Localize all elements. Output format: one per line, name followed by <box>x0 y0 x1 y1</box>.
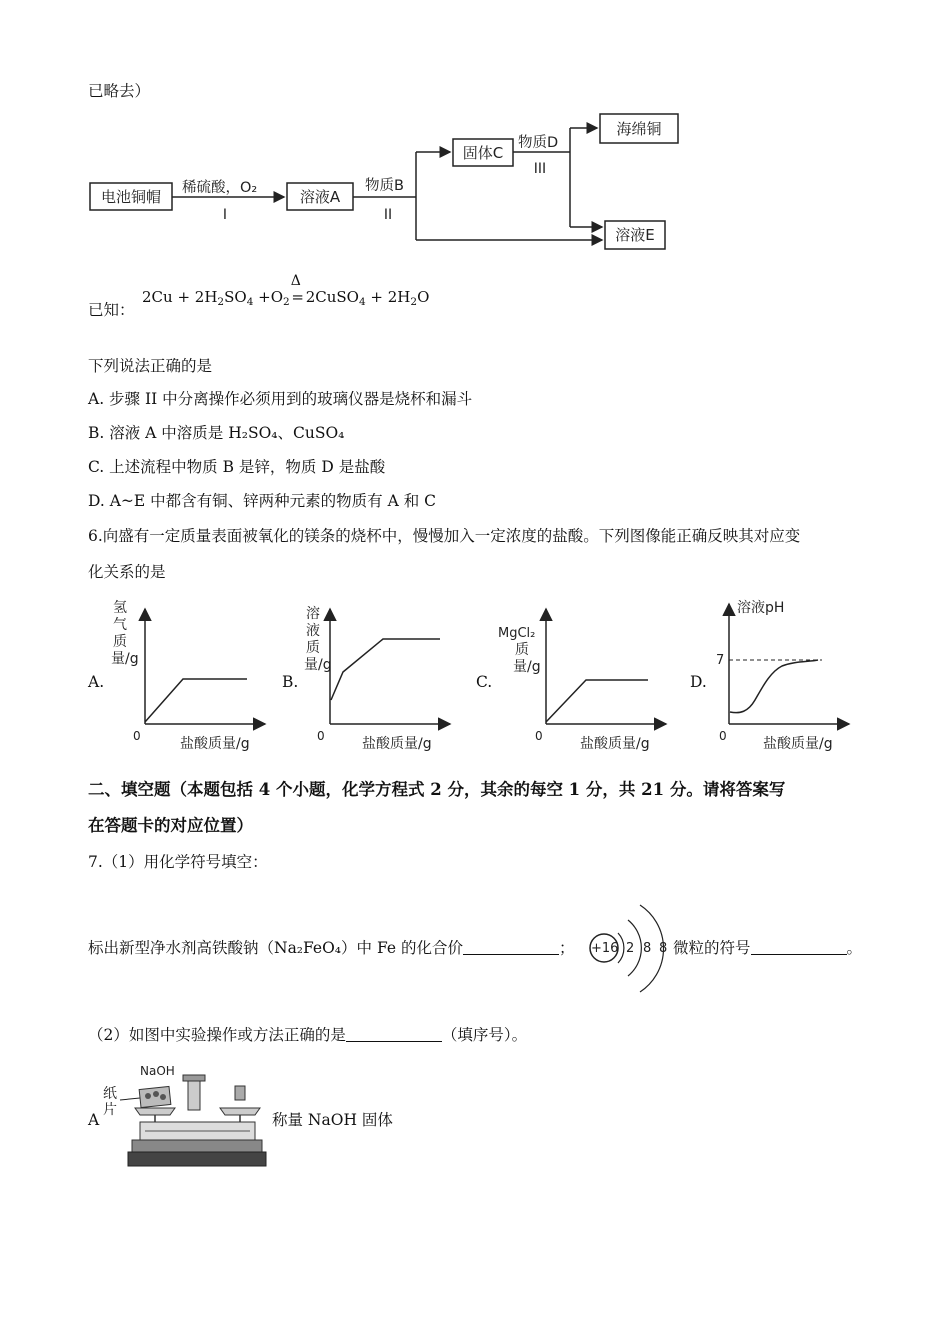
q7-sentence-b: 微粒的符号 <box>673 939 751 957</box>
graph-a-letter[interactable]: A. <box>88 673 105 691</box>
solution-a-label: 溶液A <box>299 188 341 206</box>
section2-heading-line2: 在答题卡的对应位置） <box>88 816 253 835</box>
ion-shell-2: 8 <box>643 941 652 956</box>
q5-option-b[interactable]: B. 溶液 A 中溶质是 H₂SO₄、CuSO₄ <box>88 424 345 442</box>
graph-d-tick-7: 7 <box>716 653 725 668</box>
graph-b-origin: 0 <box>317 729 325 743</box>
graph-b-letter[interactable]: B. <box>282 673 299 691</box>
graph-c-letter[interactable]: C. <box>476 673 493 691</box>
arrow1-step: I <box>222 207 228 223</box>
paper-label: 纸片 <box>103 1086 117 1118</box>
graph-c-origin: 0 <box>535 729 543 743</box>
ion-nucleus: +16 <box>591 941 619 956</box>
sponge-copper-label: 海绵铜 <box>616 120 662 138</box>
option-a-caption: 称量 NaOH 固体 <box>272 1111 393 1129</box>
known-label: 已知： <box>88 301 135 319</box>
graph-b-ylabel: 溶液质量/g <box>304 606 332 673</box>
previous-question-tail: 已略去） <box>88 82 151 100</box>
arrow2-reagent: 物质B <box>365 178 404 194</box>
graph-a-ylabel: 氢气质量/g <box>111 600 139 667</box>
option-a-letter[interactable]: A <box>88 1111 100 1129</box>
q5-option-c[interactable]: C. 上述流程中物质 B 是锌，物质 D 是盐酸 <box>88 458 386 476</box>
ion-shell-3: 8 <box>659 941 668 956</box>
arrow2-step: II <box>383 207 393 223</box>
q6-stem-line2: 化关系的是 <box>88 563 166 581</box>
battery-cap-label: 电池铜帽 <box>100 188 162 206</box>
graph-a-xlabel: 盐酸质量/g <box>180 736 250 752</box>
naoh-label: NaOH <box>140 1064 175 1078</box>
known-equation: $2Cu + 2H_2SO_4 +O_2$ Δ = 2CuSO$_4$ + $2H_2O$ <box>142 273 430 308</box>
graph-c-xlabel: 盐酸质量/g <box>580 736 650 752</box>
section2-heading-line1: 二、填空题（本题包括 4 个小题，化学方程式 2 分，其余的每空 1 分，共 21 分。请将答案写 <box>88 780 786 799</box>
graph-d-ylabel: 溶液pH <box>737 600 785 616</box>
arrow1-reagent: 稀硫酸，O₂ <box>182 180 258 196</box>
q5-option-a[interactable]: A. 步骤 II 中分离操作必须用到的玻璃仪器是烧杯和漏斗 <box>88 390 473 408</box>
q5-option-d[interactable]: D. A~E 中都含有铜、锌两种元素的物质有 A 和 C <box>88 492 436 510</box>
q7-sentence-a: 标出新型净水剂高铁酸钠（Na₂FeO₄）中 Fe 的化合价 <box>88 939 463 957</box>
graph-d-xlabel: 盐酸质量/g <box>763 736 833 752</box>
graph-b-xlabel: 盐酸质量/g <box>362 736 432 752</box>
solid-c-label: 固体C <box>462 144 504 162</box>
arrow3-step: III <box>533 161 547 177</box>
graph-c-ylabel-top: MgCl₂ <box>498 626 536 641</box>
q7-part1: 7.（1）用化学符号填空： <box>88 853 268 871</box>
q5-stem: 下列说法正确的是 <box>88 357 213 375</box>
ion-shell-1: 2 <box>626 941 635 956</box>
q7-line-b: 微粒的符号 。 <box>673 939 863 957</box>
q6-stem-line1: 6.向盛有一定质量表面被氧化的镁条的烧杯中，慢慢加入一定浓度的盐酸。下列图像能正确反映其对应变 <box>88 527 801 545</box>
q7-line-a: 标出新型净水剂高铁酸钠（Na₂FeO₄）中 Fe 的化合价 ； <box>88 939 575 957</box>
graph-d-letter[interactable]: D. <box>690 673 707 691</box>
solution-e-label: 溶液E <box>615 226 655 244</box>
graph-a-origin: 0 <box>133 729 141 743</box>
arrow3-reagent: 物质D <box>518 135 559 151</box>
delta-sign: Δ <box>290 273 301 289</box>
graph-c-ylabel: 质量/g <box>513 642 541 675</box>
q7-part2: （2）如图中实验操作或方法正确的是 （填序号）。 <box>88 1026 528 1044</box>
graph-d-origin: 0 <box>719 729 727 743</box>
